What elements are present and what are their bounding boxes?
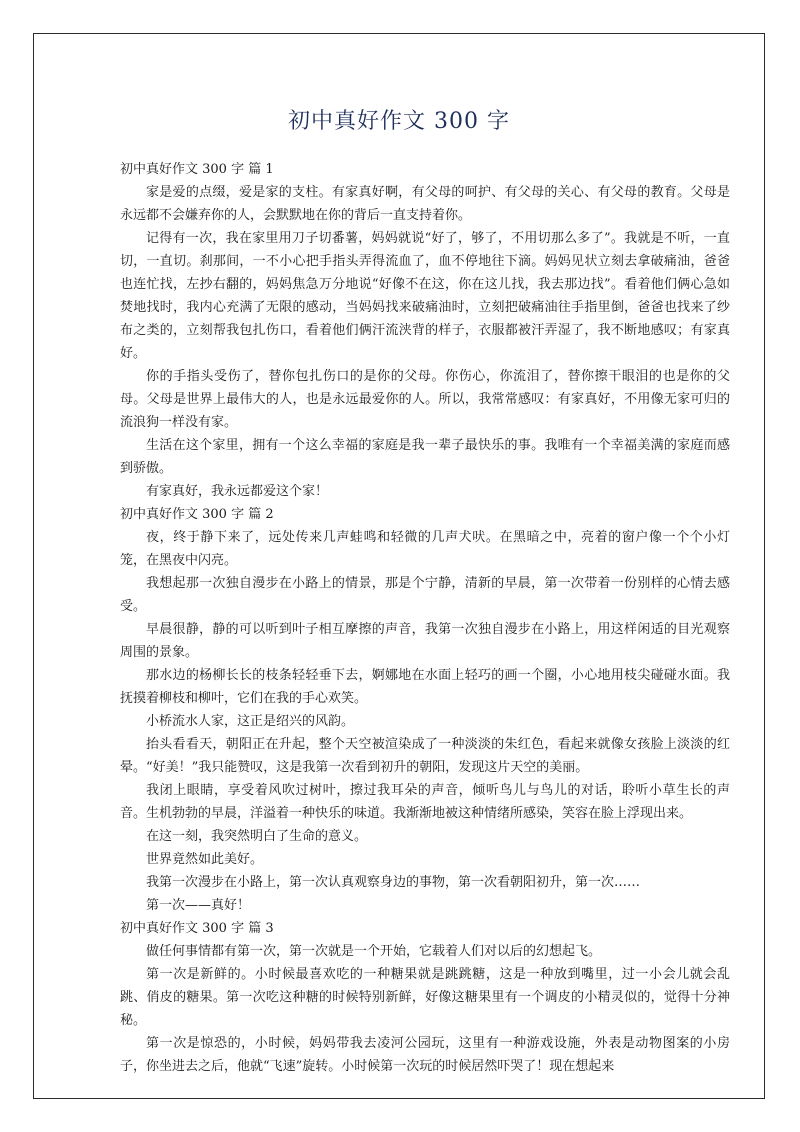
paragraph: 生活在这个家里，拥有一个这么幸福的家庭是我一辈子最快乐的事。我唯有一个幸福美满的家庭而感到骄傲。 [120, 438, 730, 476]
paragraph: 我闭上眼睛，享受着风吹过树叶，擦过我耳朵的声音，倾听鸟儿与鸟儿的对话，聆听小草生长的声音。生机勃勃的早晨，洋溢着一种快乐的味道。我渐渐地被这种情绪所感染，笑容在脸上浮现出来。 [120, 783, 730, 821]
paragraph: 家是爱的点缀，爱是家的支柱。有家真好啊，有父母的呵护、有父母的关心、有父母的教育。父母是永远都不会嫌弃你的人，会默默地在你的背后一直支持着你。 [120, 185, 730, 223]
paragraph: 你的手指头受伤了，替你包扎伤口的是你的父母。你伤心，你流泪了，替你擦干眼泪的也是你的父母。父母是世界上最伟大的人，也是永远最爱你的人。所以，我常常感叹：有家真好，不用像无家可归的流浪狗一样没有家。 [120, 369, 730, 430]
paragraph: 做任何事情都有第一次，第一次就是一个开始，它载着人们对以后的幻想起飞。 [146, 944, 602, 959]
document-body [120, 158, 730, 1078]
document-title: 初中真好作文 300 字 [288, 109, 510, 134]
paragraph: 抬头看看天，朝阳正在升起，整个天空被渲染成了一种淡淡的朱红色，看起来就像女孩脸上淡淡的红晕。“好美！”我只能赞叹，这是我第一次看到初升的朝阳，发现这片天空的美丽。 [120, 737, 730, 775]
paragraph: 我第一次漫步在小路上，第一次认真观察身边的事物，第一次看朝阳初升，第一次…… [146, 875, 641, 890]
paragraph: 小桥流水人家，这正是绍兴的风韵。 [146, 714, 355, 729]
paragraph: 记得有一次，我在家里用刀子切番薯，妈妈就说“好了，够了，不用切那么多了”。我就是不听，一直切，一直切。刹那间，一不小心把手指头弄得流血了，血不停地往下滴。妈妈见状立刻去拿破痛油，爸爸也连忙找，左抄右翻的，妈妈焦急万分地说“好像不在这，你在这儿找，我去那边找”。看着他们俩心急如焚地找时，我内心充满了无限的感动，当妈妈找来破痛油时，立刻把破痛油往手指里倒，爸爸也找来了纱布之类的，立刻帮我包扎伤口，看着他们俩汗流浃背的样子，衣服都被汗弄湿了，我不断地感叹；有家真好。 [120, 231, 730, 361]
paragraph: 第一次——真好！ [146, 898, 251, 913]
paragraph: 在这一刻，我突然明白了生命的意义。 [146, 829, 368, 844]
paragraph: 世界竟然如此美好。 [146, 852, 264, 867]
document-page [33, 33, 765, 1099]
paragraph: 那水边的杨柳长长的枝条轻轻垂下去，婀娜地在水面上轻巧的画一个圈，小心地用枝尖碰碰水面。我抚摸着柳枝和柳叶，它们在我的手心欢笑。 [120, 668, 730, 706]
paragraph: 早晨很静，静的可以听到叶子相互摩擦的声音，我第一次独自漫步在小路上，用这样闲适的目光观察周围的景象。 [120, 622, 730, 660]
paragraph: 有家真好，我永远都爱这个家！ [146, 484, 329, 499]
paragraph: 夜，终于静下来了，远处传来几声蛙鸣和轻微的几声犬吠。在黑暗之中，亮着的窗户像一个个小灯笼，在黑夜中闪亮。 [120, 530, 730, 568]
section-heading: 初中真好作文 300 字 篇 3 [120, 921, 274, 936]
paragraph: 第一次是新鲜的。小时候最喜欢吃的一种糖果就是跳跳糖，这是一种放到嘴里，过一小会儿就会乱跳、俏皮的糖果。第一次吃这种糖的时候特别新鲜，好像这糖果里有一个调皮的小精灵似的，觉得十分神秘。 [120, 967, 730, 1028]
paragraph: 我想起那一次独自漫步在小路上的情景，那是个宁静，清新的早晨，第一次带着一份别样的心情去感受。 [120, 576, 730, 614]
section-heading: 初中真好作文 300 字 篇 2 [120, 507, 274, 522]
section-heading: 初中真好作文 300 字 篇 1 [120, 162, 274, 177]
paragraph: 第一次是惊恐的，小时候，妈妈带我去凌河公园玩，这里有一种游戏设施，外表是动物图案的小房子，你坐进去之后，他就“飞速”旋转。小时候第一次玩的时候居然吓哭了！现在想起来 [120, 1036, 730, 1074]
